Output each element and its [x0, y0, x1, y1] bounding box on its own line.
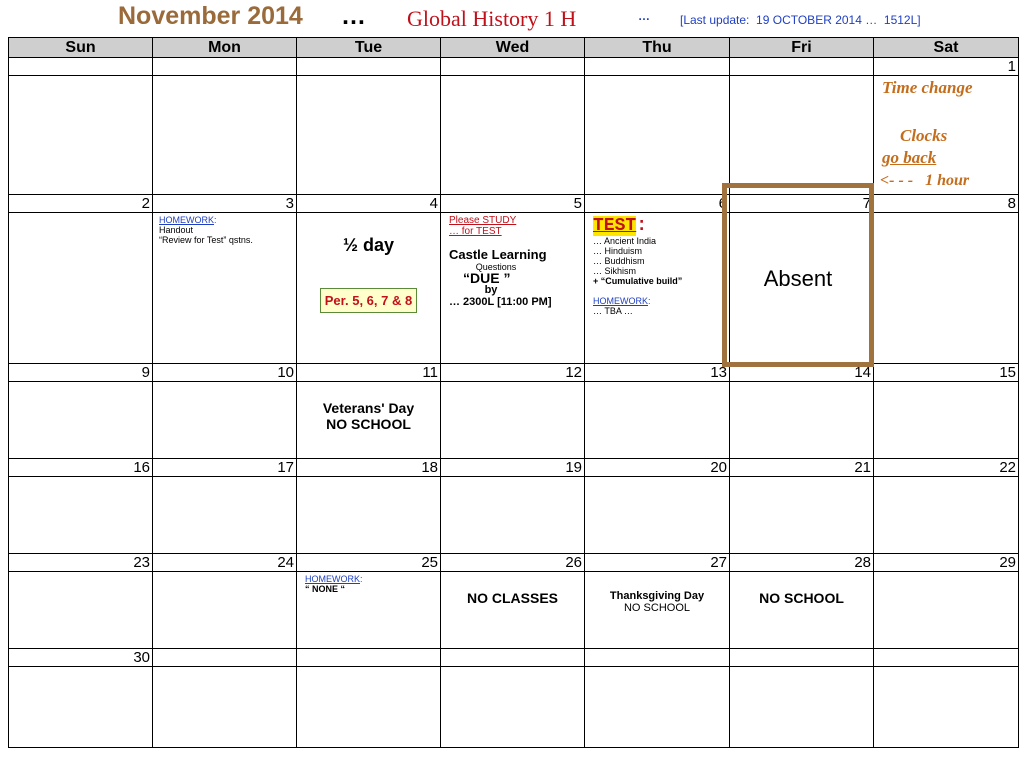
day-number: 20 — [585, 459, 730, 477]
day-cell-nov-5 — [441, 213, 585, 364]
no-school-text: NO SCHOOL — [326, 416, 411, 432]
day-cell — [297, 667, 441, 748]
thanksgiving-text: Thanksgiving Day — [609, 590, 705, 602]
homework-link[interactable]: HOMEWORK — [305, 574, 360, 584]
week-5-body — [9, 572, 1019, 649]
day-number — [585, 649, 730, 667]
castle-learning-text: Castle Learning — [449, 247, 547, 262]
day-number: 22 — [874, 459, 1019, 477]
day-cell — [730, 667, 874, 748]
day-cell — [874, 667, 1019, 748]
day-cell — [153, 76, 297, 195]
homework-value: “ NONE “ — [305, 584, 346, 594]
day-cell — [9, 382, 153, 459]
week-3-body — [9, 382, 1019, 459]
day-cell-nov-1 — [874, 76, 1019, 195]
weekday-fri: Fri — [730, 38, 874, 58]
clocks-text: Clocks — [900, 126, 948, 145]
homework-value: … TBA … — [593, 306, 633, 316]
homework-line-1: Handout — [159, 225, 194, 235]
day-number: 27 — [585, 554, 730, 572]
day-number: 4 — [297, 195, 441, 213]
day-cell — [585, 477, 730, 554]
day-cell — [874, 213, 1019, 364]
day-cell — [874, 572, 1019, 649]
day-number: 23 — [9, 554, 153, 572]
day-cell — [874, 477, 1019, 554]
periods-box: Per. 5, 6, 7 & 8 — [320, 288, 417, 313]
day-number: 3 — [153, 195, 297, 213]
week-6-numbers — [9, 649, 1019, 667]
day-cell — [9, 213, 153, 364]
day-number: 29 — [874, 554, 1019, 572]
day-cell — [585, 76, 730, 195]
day-cell-nov-25: HOMEWORK: “ NONE “ — [297, 572, 441, 649]
day-cell — [441, 382, 585, 459]
weekday-mon: Mon — [153, 38, 297, 58]
day-number: 2 — [9, 195, 153, 213]
day-cell-nov-3: HOMEWORK: Handout “Review for Test” qstns. — [153, 213, 297, 364]
day-number: 14 — [730, 364, 874, 382]
day-number — [153, 58, 297, 76]
day-cell — [153, 477, 297, 554]
day-cell-nov-27 — [585, 572, 730, 649]
day-number: 17 — [153, 459, 297, 477]
day-cell — [297, 477, 441, 554]
homework-link[interactable]: HOMEWORK — [593, 296, 648, 306]
day-number: 5 — [441, 195, 585, 213]
half-day-text: ½ day — [342, 235, 395, 255]
no-classes-text: NO CLASSES — [466, 590, 558, 606]
day-number: 18 — [297, 459, 441, 477]
day-number: 9 — [9, 364, 153, 382]
month-title: November 2014 — [118, 2, 303, 30]
day-number: 21 — [730, 459, 874, 477]
day-number: 25 — [297, 554, 441, 572]
day-number: 16 — [9, 459, 153, 477]
day-cell — [9, 76, 153, 195]
please-study-text: Please STUDY — [449, 215, 517, 226]
no-school-text: NO SCHOOL — [759, 590, 844, 606]
day-number — [9, 58, 153, 76]
day-number: 24 — [153, 554, 297, 572]
day-cell — [730, 382, 874, 459]
weekday-sat: Sat — [874, 38, 1019, 58]
day-number: 12 — [441, 364, 585, 382]
calendar-header — [0, 0, 1024, 40]
week-4-numbers — [9, 459, 1019, 477]
day-cell-nov-11 — [297, 382, 441, 459]
day-cell — [153, 667, 297, 748]
go-back-text: go back — [882, 148, 937, 167]
topic-item: … Sikhism — [593, 266, 637, 276]
week-6-body — [9, 667, 1019, 748]
day-cell — [297, 76, 441, 195]
day-cell — [441, 667, 585, 748]
day-cell — [585, 382, 730, 459]
day-cell — [153, 382, 297, 459]
due-text: “DUE ” — [463, 270, 511, 286]
no-school-text: NO SCHOOL — [623, 602, 690, 614]
day-cell — [153, 572, 297, 649]
topic-item: … Hinduism — [593, 246, 643, 256]
day-number: 26 — [441, 554, 585, 572]
homework-line-2: “Review for Test” qstns. — [159, 235, 253, 245]
weekday-tue: Tue — [297, 38, 441, 58]
one-hour-text: <- - - 1 hour — [880, 172, 970, 189]
day-number — [585, 58, 730, 76]
day-number: 30 — [9, 649, 153, 667]
day-number — [153, 649, 297, 667]
weekday-header-row — [9, 38, 1019, 58]
day-number: 19 — [441, 459, 585, 477]
day-cell-nov-28 — [730, 572, 874, 649]
veterans-day-text: Veterans' Day — [322, 400, 415, 416]
day-cell-nov-6: TEST: … Ancient India … Hinduism … Buddhism … Sikhism + “Cumulative build” HOMEWORK: … TBA … — [585, 213, 730, 364]
day-cell — [730, 76, 874, 195]
day-number — [297, 649, 441, 667]
questions-text: Questions — [475, 262, 517, 272]
absent-highlight-box — [722, 183, 874, 367]
day-cell — [441, 477, 585, 554]
weekday-sun: Sun — [9, 38, 153, 58]
day-cell — [9, 477, 153, 554]
test-colon: : — [636, 216, 648, 236]
day-number — [730, 58, 874, 76]
day-cell — [441, 76, 585, 195]
day-cell — [730, 477, 874, 554]
by-text: by — [484, 284, 498, 296]
calendar-grid — [8, 37, 1019, 748]
day-number — [730, 649, 874, 667]
last-update-text: [Last update: 19 OCTOBER 2014 … 1512L] — [680, 13, 921, 27]
day-cell — [9, 572, 153, 649]
day-number — [874, 649, 1019, 667]
weekday-wed: Wed — [441, 38, 585, 58]
day-cell — [874, 382, 1019, 459]
weekday-thu: Thu — [585, 38, 730, 58]
topic-item: … Ancient India — [593, 236, 657, 246]
day-number: 6 — [585, 195, 730, 213]
title-ellipsis: … — [341, 2, 366, 30]
time-change-title: Time change — [882, 78, 973, 97]
test-label: TEST — [593, 216, 637, 236]
day-number: 7 — [730, 195, 874, 213]
day-number: 11 — [297, 364, 441, 382]
day-cell — [585, 667, 730, 748]
day-cell-nov-4 — [297, 213, 441, 364]
day-number: 8 — [874, 195, 1019, 213]
day-number-nov-1: 1 — [874, 58, 1019, 76]
cumulative-text: + “Cumulative build” — [593, 276, 683, 286]
day-number: 28 — [730, 554, 874, 572]
course-title: Global History 1 H — [407, 6, 577, 31]
homework-link[interactable]: HOMEWORK — [159, 215, 214, 225]
day-number — [441, 58, 585, 76]
day-cell — [9, 667, 153, 748]
for-test-text: … for TEST — [449, 226, 502, 237]
week-4-body — [9, 477, 1019, 554]
day-number — [441, 649, 585, 667]
week-1-body — [9, 76, 1019, 195]
topic-item: … Buddhism — [593, 256, 645, 266]
absent-text: Absent — [763, 266, 833, 291]
day-number — [297, 58, 441, 76]
day-number: 10 — [153, 364, 297, 382]
day-cell-nov-26 — [441, 572, 585, 649]
day-number: 15 — [874, 364, 1019, 382]
week-5-numbers — [9, 554, 1019, 572]
day-number: 13 — [585, 364, 730, 382]
update-ellipsis: … — [638, 9, 650, 23]
week-1-numbers — [9, 58, 1019, 76]
due-time-text: … 2300L [11:00 PM] — [449, 296, 552, 308]
